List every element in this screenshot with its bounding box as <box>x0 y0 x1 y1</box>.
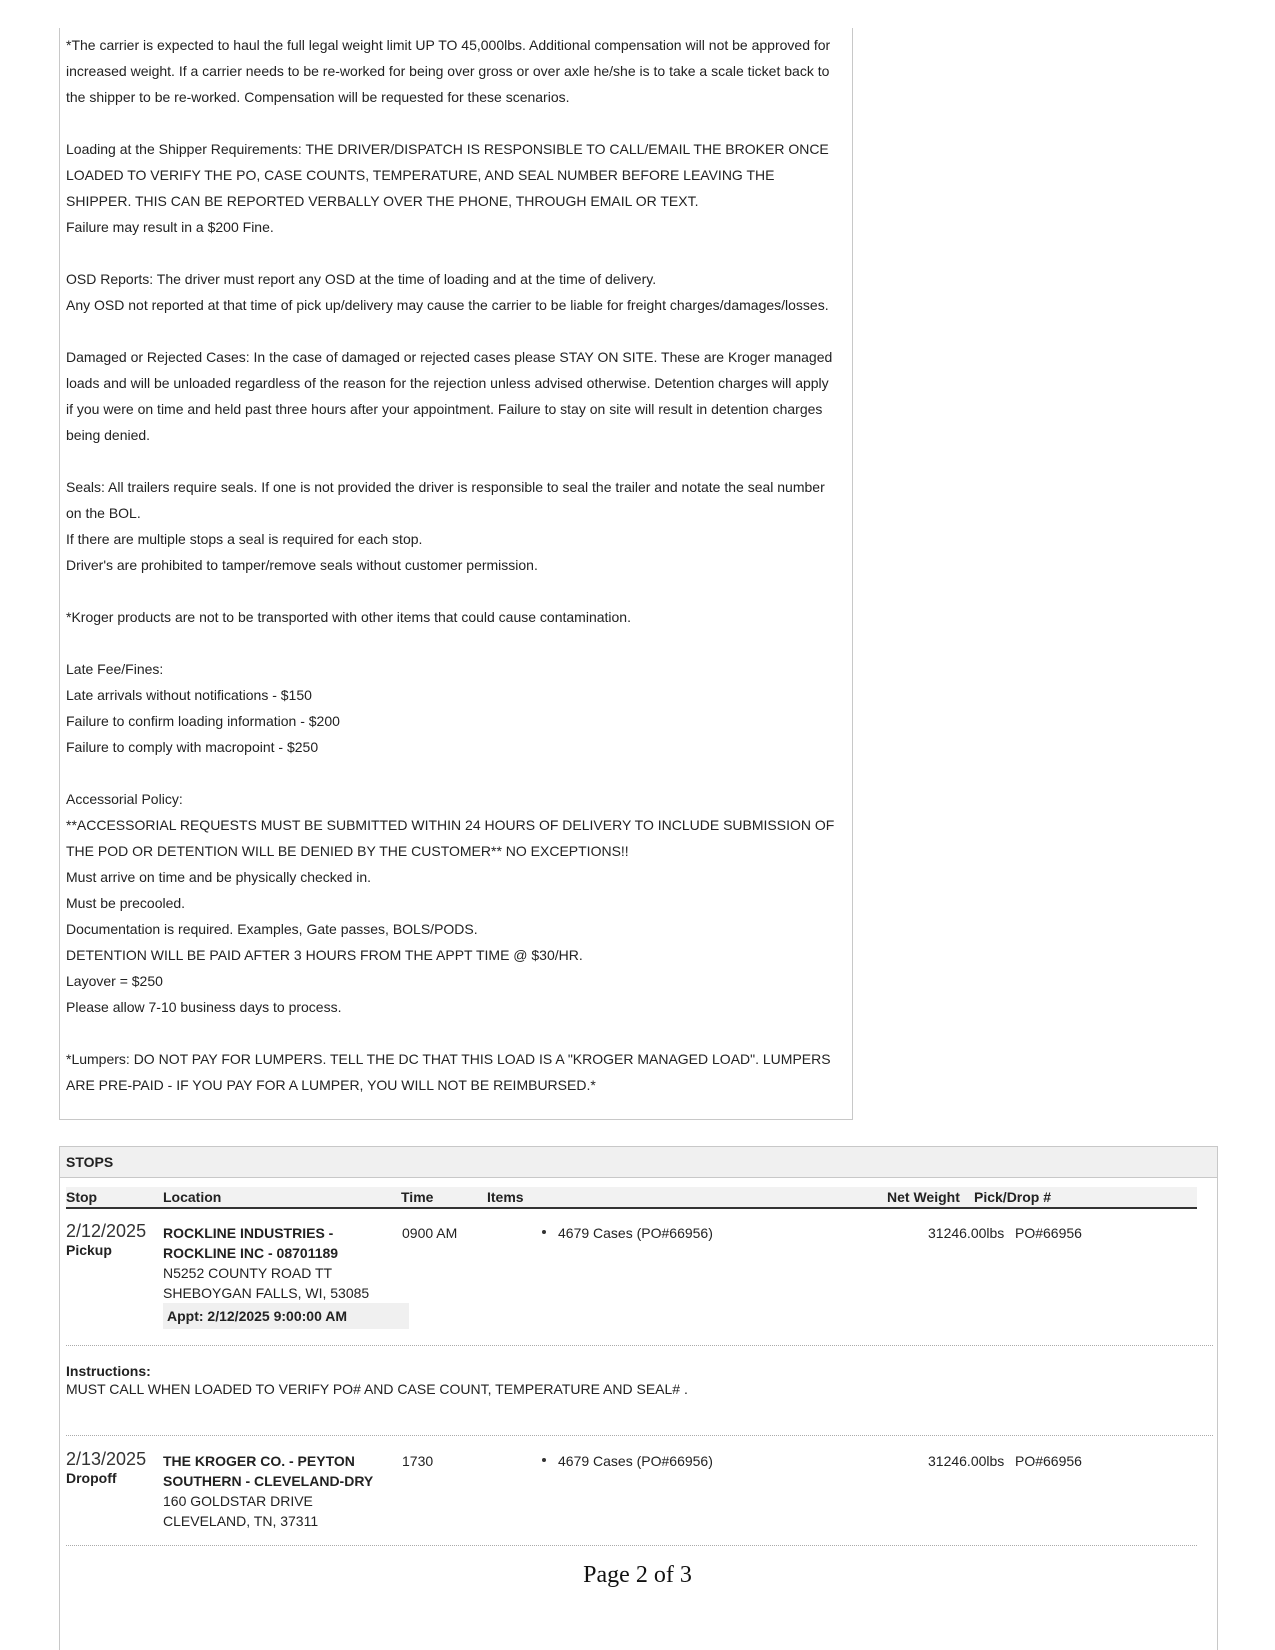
terms-line: increased weight. If a carrier needs to be re-worked for being over gross or over axle he/she is to take a scale ticket back to <box>66 63 830 79</box>
terms-line: the shipper to be re-worked. Compensation will be requested for these scenarios. <box>66 89 570 105</box>
pickup-net-weight: 31246.00lbs <box>928 1225 1005 1241</box>
pickup-location-name-2: ROCKLINE INC - 08701189 <box>163 1245 339 1261</box>
terms-line: **ACCESSORIAL REQUESTS MUST BE SUBMITTED WITHIN 24 HOURS OF DELIVERY TO INCLUDE SUBMISSION OF <box>66 817 835 833</box>
pickup-address-1: N5252 COUNTY ROAD TT <box>163 1265 333 1281</box>
dropoff-item <box>542 1453 713 1469</box>
col-stop: Stop <box>66 1189 98 1205</box>
dropoff-address-2: CLEVELAND, TN, 37311 <box>163 1513 319 1529</box>
terms-line: loads and will be unloaded regardless of the reason for the rejection unless advised otherwise. Detention charges will apply <box>66 375 829 391</box>
terms-line: Layover = $250 <box>66 973 163 989</box>
terms-line: *The carrier is expected to haul the full legal weight limit UP TO 45,000lbs. Additional compensation will not be approved for <box>66 37 831 53</box>
dropoff-location-name-2: SOUTHERN - CLEVELAND-DRY <box>163 1473 374 1489</box>
terms-line: Late arrivals without notifications - $150 <box>66 687 312 703</box>
terms-line: Any OSD not reported at that time of pick up/delivery may cause the carrier to be liable for freight charges/damages/losses. <box>66 297 829 313</box>
dropoff-type: Dropoff <box>66 1470 117 1486</box>
terms-line: on the BOL. <box>66 505 141 521</box>
pickup-instructions <box>66 1363 688 1399</box>
terms-spacer <box>66 240 846 266</box>
dropoff-address-1: 160 GOLDSTAR DRIVE <box>163 1493 313 1509</box>
terms-line: DETENTION WILL BE PAID AFTER 3 HOURS FROM THE APPT TIME @ $30/HR. <box>66 947 583 963</box>
terms-line: LOADED TO VERIFY THE PO, CASE COUNTS, TEMPERATURE, AND SEAL NUMBER BEFORE LEAVING THE <box>66 167 775 183</box>
terms-line: *Kroger products are not to be transported with other items that could cause contamination. <box>66 609 631 625</box>
page-number: Page 2 of 3 <box>583 1562 692 1588</box>
terms-line: If there are multiple stops a seal is required for each stop. <box>66 531 423 547</box>
instructions-label: Instructions: <box>66 1363 151 1379</box>
terms-line: Damaged or Rejected Cases: In the case of damaged or rejected cases please STAY ON SITE. These are Kroger managed <box>66 349 833 365</box>
stops-column-headers <box>66 1187 1197 1209</box>
dropoff-po-number: PO#66956 <box>1015 1453 1082 1469</box>
instructions-text: MUST CALL WHEN LOADED TO VERIFY PO# AND CASE COUNT, TEMPERATURE AND SEAL# . <box>66 1381 688 1397</box>
bullet-icon <box>542 1458 546 1462</box>
col-net-weight: Net Weight <box>887 1189 960 1205</box>
terms-line: ARE PRE-PAID - IF YOU PAY FOR A LUMPER, YOU WILL NOT BE REIMBURSED.* <box>66 1077 596 1093</box>
terms-line: SHIPPER. THIS CAN BE REPORTED VERBALLY OVER THE PHONE, THROUGH EMAIL OR TEXT. <box>66 193 699 209</box>
pickup-location-cell <box>163 1223 409 1329</box>
col-pick-drop: Pick/Drop # <box>974 1189 1052 1205</box>
pickup-item <box>542 1225 713 1241</box>
pickup-location-name-1: ROCKLINE INDUSTRIES - <box>163 1225 334 1241</box>
carrier-terms-text <box>66 32 846 1098</box>
pickup-date: 2/12/2025 <box>66 1221 147 1241</box>
terms-line: Must arrive on time and be physically checked in. <box>66 869 372 885</box>
pickup-type: Pickup <box>66 1242 112 1258</box>
dropoff-net-weight: 31246.00lbs <box>928 1453 1005 1469</box>
bullet-icon <box>542 1230 546 1234</box>
row-divider <box>66 1545 1197 1546</box>
terms-line: Failure may result in a $200 Fine. <box>66 219 274 235</box>
carrier-terms-box <box>59 28 853 1120</box>
terms-line: being denied. <box>66 427 151 443</box>
terms-line: OSD Reports: The driver must report any OSD at the time of loading and at the time of delivery. <box>66 271 657 287</box>
terms-spacer <box>66 448 846 474</box>
terms-spacer <box>66 318 846 344</box>
dropoff-item-text: 4679 Cases (PO#66956) <box>558 1453 713 1469</box>
stops-header: STOPS <box>60 1147 1217 1178</box>
dropoff-stop-cell <box>66 1449 146 1486</box>
dropoff-time: 1730 <box>402 1453 434 1469</box>
pickup-appointment: Appt: 2/12/2025 9:00:00 AM <box>163 1303 409 1329</box>
terms-line: Driver's are prohibited to tamper/remove seals without customer permission. <box>66 557 538 573</box>
row-divider <box>66 1435 1213 1436</box>
col-location: Location <box>163 1189 222 1205</box>
terms-line: Must be precooled. <box>66 895 186 911</box>
terms-line: Please allow 7-10 business days to process. <box>66 999 342 1015</box>
terms-line: THE POD OR DETENTION WILL BE DENIED BY THE CUSTOMER** NO EXCEPTIONS!! <box>66 843 629 859</box>
terms-line: Loading at the Shipper Requirements: THE DRIVER/DISPATCH IS RESPONSIBLE TO CALL/EMAIL THE BROKER ONCE <box>66 141 829 157</box>
dropoff-location-name-1: THE KROGER CO. - PEYTON <box>163 1453 355 1469</box>
col-items: Items <box>487 1189 524 1205</box>
terms-line: if you were on time and held past three hours after your appointment. Failure to stay on site will result in detention charges <box>66 401 823 417</box>
terms-spacer <box>66 760 846 786</box>
terms-line: Accessorial Policy: <box>66 791 183 807</box>
terms-spacer <box>66 630 846 656</box>
col-time: Time <box>401 1189 434 1205</box>
dropoff-location-cell <box>163 1451 409 1531</box>
terms-line: Late Fee/Fines: <box>66 661 164 677</box>
pickup-address-2: SHEBOYGAN FALLS, WI, 53085 <box>163 1285 370 1301</box>
pickup-po-number: PO#66956 <box>1015 1225 1082 1241</box>
pickup-time: 0900 AM <box>402 1225 458 1241</box>
terms-spacer <box>66 578 846 604</box>
row-divider <box>66 1345 1213 1346</box>
terms-line: Documentation is required. Examples, Gate passes, BOLS/PODS. <box>66 921 478 937</box>
terms-line: Seals: All trailers require seals. If one is not provided the driver is responsible to seal the trailer and notate the seal number <box>66 479 825 495</box>
terms-line: Failure to confirm loading information - $200 <box>66 713 340 729</box>
dropoff-date: 2/13/2025 <box>66 1449 147 1469</box>
terms-line: *Lumpers: DO NOT PAY FOR LUMPERS. TELL THE DC THAT THIS LOAD IS A "KROGER MANAGED LOAD". LUMPERS <box>66 1051 831 1067</box>
terms-spacer <box>66 1020 846 1046</box>
terms-line: Failure to comply with macropoint - $250 <box>66 739 319 755</box>
terms-spacer <box>66 110 846 136</box>
pickup-item-text: 4679 Cases (PO#66956) <box>558 1225 713 1241</box>
pickup-stop-cell <box>66 1221 146 1258</box>
